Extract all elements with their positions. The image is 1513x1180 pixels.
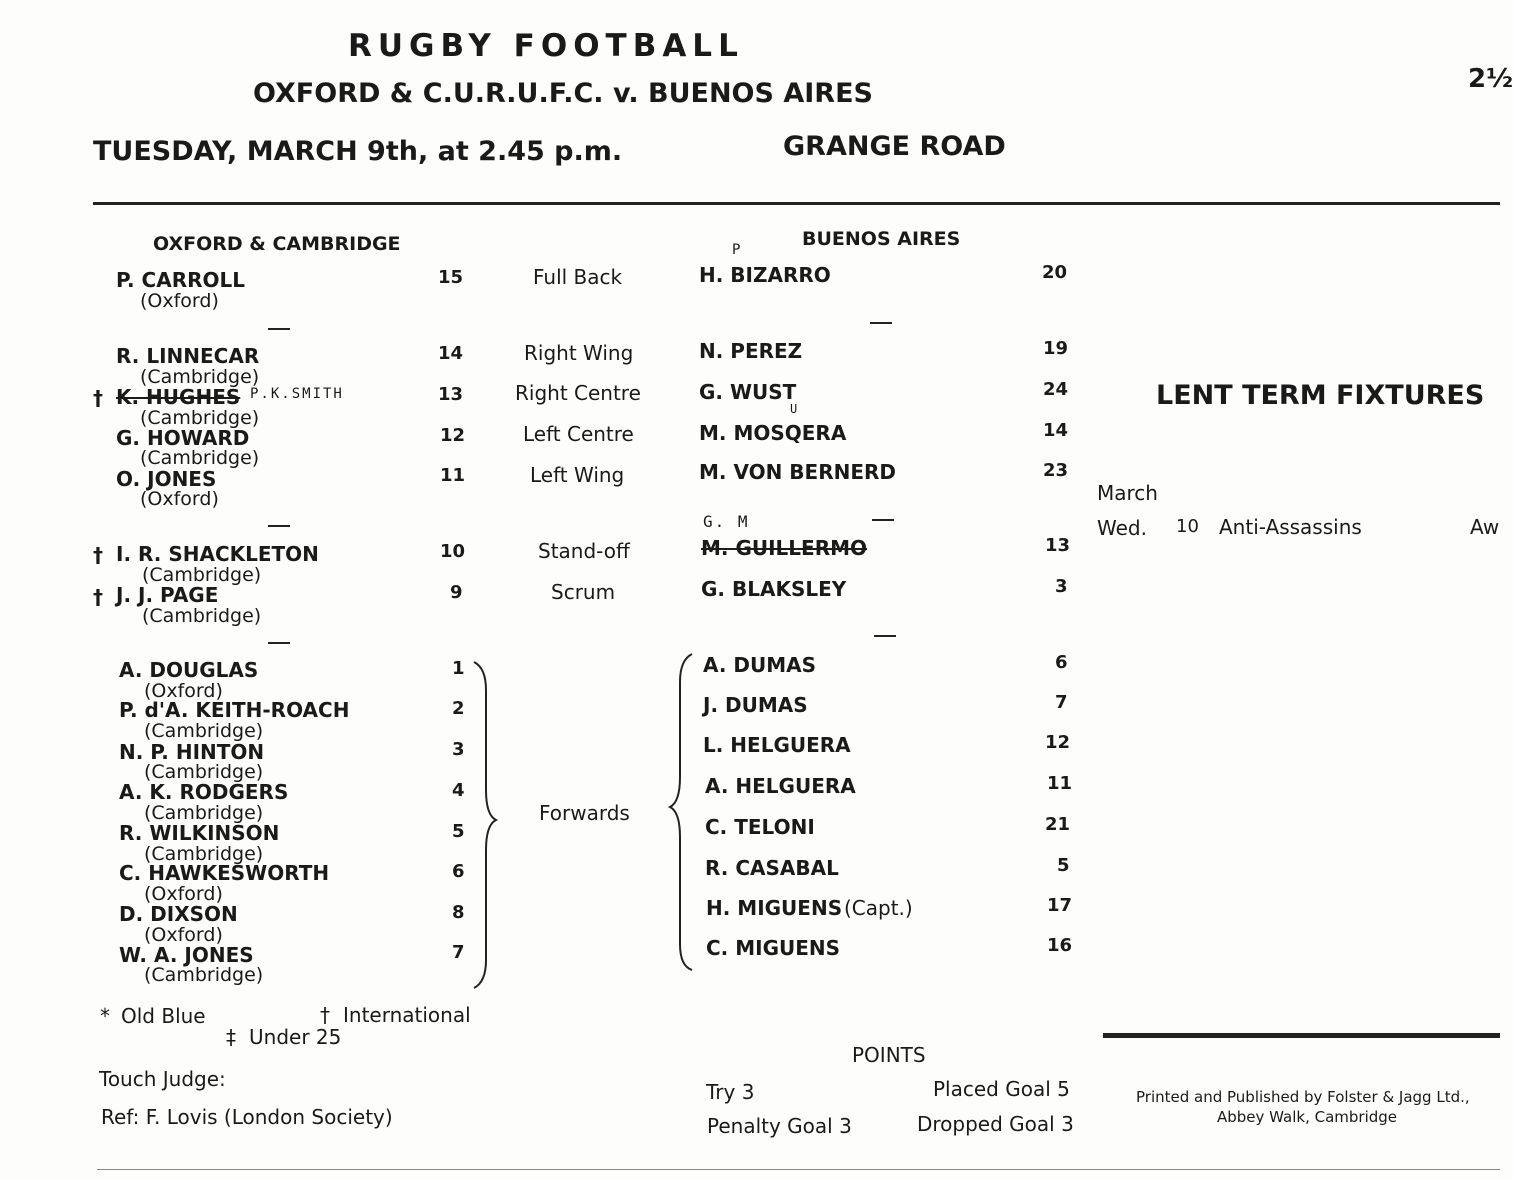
home-player-mark: † xyxy=(93,386,103,410)
fixture-day: Wed. xyxy=(1097,516,1147,540)
away-player-number: 24 xyxy=(1043,379,1069,400)
handwritten-replacement: P.K.SMITH xyxy=(250,386,344,402)
position-label: Forwards xyxy=(539,801,630,825)
home-player-name: A. DOUGLAS xyxy=(119,658,259,682)
home-player-club: (Oxford) xyxy=(144,883,223,905)
home-player-number: 8 xyxy=(452,902,465,923)
away-player-number: 16 xyxy=(1047,935,1073,956)
home-player-club: (Oxford) xyxy=(144,924,223,946)
home-player-name: R. WILKINSON xyxy=(119,821,280,845)
home-player-mark: † xyxy=(93,543,103,567)
handwritten-annotation: G. M xyxy=(703,512,750,531)
legend-old-blue-mark: * xyxy=(100,1004,110,1028)
home-player-number: 2 xyxy=(452,698,465,719)
match-date-time: TUESDAY, MARCH 9th, at 2.45 p.m. xyxy=(93,136,623,167)
home-player-club: (Cambridge) xyxy=(142,564,262,586)
away-player-number: 21 xyxy=(1045,814,1071,835)
home-player-name: N. P. HINTON xyxy=(119,740,265,764)
divider-dash xyxy=(872,519,894,521)
points-try: Try 3 xyxy=(706,1080,755,1104)
away-player-name: L. HELGUERA xyxy=(703,733,851,757)
away-player-number: 12 xyxy=(1045,732,1071,753)
forwards-brace-right xyxy=(666,652,696,972)
divider-dash xyxy=(870,322,892,324)
home-player-club: (Oxford) xyxy=(140,488,219,510)
programme-title: RUGBY FOOTBALL xyxy=(348,28,744,64)
points-penalty-goal: Penalty Goal 3 xyxy=(707,1114,852,1138)
home-player-name: K. HUGHES xyxy=(116,385,241,409)
home-player-number: 6 xyxy=(452,861,465,882)
position-label: Stand-off xyxy=(538,539,630,563)
away-player-name: C. MIGUENS xyxy=(706,936,841,960)
forwards-brace-left xyxy=(470,660,500,990)
away-player-number: 17 xyxy=(1047,895,1073,916)
position-label: Left Centre xyxy=(523,422,634,446)
fixtures-month: March xyxy=(1097,481,1158,505)
home-player-name: W. A. JONES xyxy=(119,943,254,967)
home-player-name: D. DIXSON xyxy=(119,902,238,926)
away-player-number: 13 xyxy=(1045,535,1071,556)
programme-price: 2½ xyxy=(1468,64,1513,94)
divider-dash xyxy=(268,525,290,527)
fold-line xyxy=(97,1169,1500,1170)
position-label: Right Centre xyxy=(515,381,641,405)
home-player-club: (Cambridge) xyxy=(144,761,264,783)
home-player-number: 9 xyxy=(450,582,463,603)
home-player-number: 4 xyxy=(452,780,465,801)
away-player-name: A. HELGUERA xyxy=(705,774,856,798)
home-player-name: R. LINNECAR xyxy=(116,344,260,368)
match-title: OXFORD & C.U.R.U.F.C. v. BUENOS AIRES xyxy=(253,78,873,109)
points-placed-goal: Placed Goal 5 xyxy=(933,1077,1070,1101)
home-player-club: (Cambridge) xyxy=(144,843,264,865)
home-player-club: (Cambridge) xyxy=(140,366,260,388)
home-player-club: (Cambridge) xyxy=(140,447,260,469)
legend-old-blue: Old Blue xyxy=(121,1004,206,1028)
away-player-name: M. GUILLERMO xyxy=(701,536,868,560)
home-player-number: 5 xyxy=(452,821,465,842)
home-player-number: 15 xyxy=(438,267,464,288)
home-player-number: 13 xyxy=(438,384,464,405)
home-player-club: (Cambridge) xyxy=(140,407,260,429)
position-label: Full Back xyxy=(533,265,623,289)
home-player-club: (Oxford) xyxy=(140,290,219,312)
fixtures-heading: LENT TERM FIXTURES xyxy=(1156,380,1485,411)
handwritten-annotation: U xyxy=(790,402,800,416)
fixtures-rule xyxy=(1103,1033,1500,1038)
home-player-number: 11 xyxy=(440,465,466,486)
home-player-name: J. J. PAGE xyxy=(116,583,219,607)
legend-international: International xyxy=(343,1003,471,1027)
home-player-name: I. R. SHACKLETON xyxy=(116,542,319,566)
divider-dash xyxy=(268,642,290,644)
touch-judge: Touch Judge: xyxy=(99,1067,226,1091)
away-player-number: 11 xyxy=(1047,773,1073,794)
legend-under25-mark: ‡ xyxy=(226,1025,236,1049)
printer-line-2: Abbey Walk, Cambridge xyxy=(1217,1108,1398,1126)
referee: Ref: F. Lovis (London Society) xyxy=(101,1105,393,1129)
home-player-name: G. HOWARD xyxy=(116,426,250,450)
home-player-club: (Cambridge) xyxy=(142,605,262,627)
legend-international-mark: † xyxy=(320,1003,330,1027)
away-player-number: 14 xyxy=(1043,420,1069,441)
fixture-date: 10 xyxy=(1176,516,1199,537)
home-player-club: (Oxford) xyxy=(144,680,223,702)
away-player-name: H. MIGUENS xyxy=(706,896,843,920)
away-player-name: M. VON BERNERD xyxy=(699,460,897,484)
home-player-name: O. JONES xyxy=(116,467,217,491)
away-player-number: 6 xyxy=(1055,652,1068,673)
header-rule xyxy=(93,202,1500,205)
home-player-club: (Cambridge) xyxy=(144,964,264,986)
away-player-name: G. WUST xyxy=(699,380,797,404)
away-player-name: N. PEREZ xyxy=(699,339,803,363)
fixture-opponent: Anti-Assassins xyxy=(1219,515,1362,539)
home-team-heading: OXFORD & CAMBRIDGE xyxy=(153,233,401,255)
home-player-name: A. K. RODGERS xyxy=(119,780,289,804)
handwritten-annotation: P xyxy=(732,242,743,258)
home-player-number: 7 xyxy=(452,942,465,963)
home-player-number: 3 xyxy=(452,739,465,760)
away-player-name: A. DUMAS xyxy=(703,653,817,677)
captain-label: (Capt.) xyxy=(844,896,913,920)
away-player-name: G. BLAKSLEY xyxy=(701,577,847,601)
away-player-name: H. BIZARRO xyxy=(699,263,831,287)
home-player-name: P. CARROLL xyxy=(116,268,245,292)
position-label: Left Wing xyxy=(530,463,625,487)
away-player-name: C. TELONI xyxy=(705,815,815,839)
divider-dash xyxy=(874,635,896,637)
home-player-club: (Cambridge) xyxy=(144,802,264,824)
match-venue: GRANGE ROAD xyxy=(783,131,1006,162)
home-player-number: 10 xyxy=(440,541,466,562)
home-player-number: 14 xyxy=(438,343,464,364)
away-player-name: J. DUMAS xyxy=(703,693,808,717)
away-player-number: 20 xyxy=(1042,262,1068,283)
away-player-name: R. CASABAL xyxy=(705,856,839,880)
away-team-heading: BUENOS AIRES xyxy=(802,228,961,250)
home-player-name: P. d'A. KEITH-ROACH xyxy=(119,698,350,722)
away-player-number: 3 xyxy=(1055,576,1068,597)
printer-line-1: Printed and Published by Folster & Jagg Ltd., xyxy=(1136,1088,1470,1106)
points-heading: POINTS xyxy=(852,1043,926,1067)
away-player-number: 19 xyxy=(1043,338,1069,359)
away-player-number: 5 xyxy=(1057,855,1070,876)
position-label: Right Wing xyxy=(524,341,634,365)
divider-dash xyxy=(268,328,290,330)
position-label: Scrum xyxy=(551,580,616,604)
home-player-name: C. HAWKESWORTH xyxy=(119,861,330,885)
home-player-number: 1 xyxy=(452,658,465,679)
away-player-number: 23 xyxy=(1043,460,1069,481)
home-player-number: 12 xyxy=(440,425,466,446)
home-player-club: (Cambridge) xyxy=(144,720,264,742)
points-dropped-goal: Dropped Goal 3 xyxy=(917,1112,1074,1136)
away-player-number: 7 xyxy=(1055,692,1068,713)
away-player-name: M. MOSQERA xyxy=(699,421,847,445)
fixture-venue: Aw xyxy=(1470,515,1500,539)
home-player-mark: † xyxy=(93,585,103,609)
legend-under25: Under 25 xyxy=(249,1025,342,1049)
